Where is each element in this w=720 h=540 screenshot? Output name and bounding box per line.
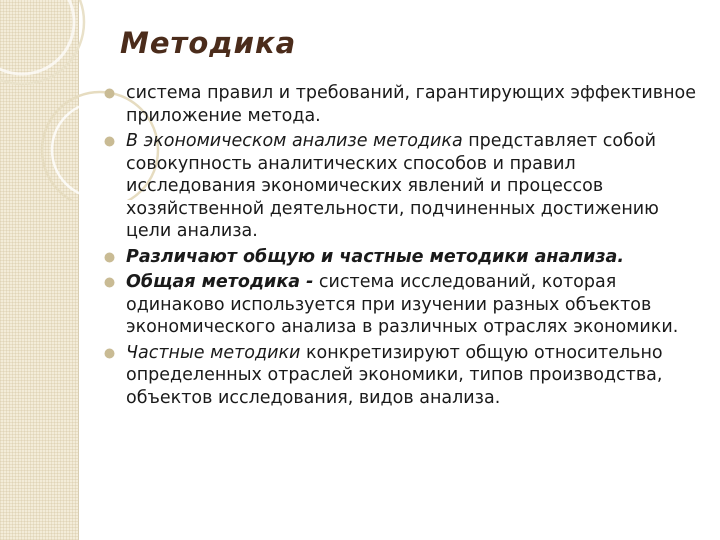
bullet-icon xyxy=(104,348,115,359)
bullet-text: система исследований, которая одинаково используется при изучении разных объектов экономического анализа в различных отраслях экономики. xyxy=(126,272,679,337)
list-item xyxy=(104,130,704,243)
page-title: Методика xyxy=(120,26,297,60)
bullet-text: система правил и требований, гарантирующих эффективное приложение метода. xyxy=(126,83,697,126)
bullet-text: представляет собой совокупность аналитических способов и правил исследования экономических явлений и процессов хозяйственной деятельности, подчиненных достижению цели анализа. xyxy=(126,131,659,241)
list-item xyxy=(104,342,704,410)
list-item xyxy=(104,271,704,339)
bullet-icon xyxy=(104,277,115,288)
bullet-term: Общая методика - xyxy=(126,272,314,292)
bullet-term: Различают общую и частные методики анализа. xyxy=(126,246,625,267)
bullet-term: Частные методики xyxy=(126,342,301,363)
list-item xyxy=(104,246,704,269)
bullet-icon xyxy=(104,252,115,263)
bullet-icon xyxy=(104,136,115,147)
list-item xyxy=(104,82,704,127)
bullet-term: В экономическом анализе методика xyxy=(126,131,463,151)
bullet-text: конкретизируют общую относительно определенных отраслей экономики, типов производства, объектов исследования, видов анализа. xyxy=(126,342,663,408)
bullet-icon xyxy=(104,88,115,99)
bullet-list xyxy=(104,82,704,412)
